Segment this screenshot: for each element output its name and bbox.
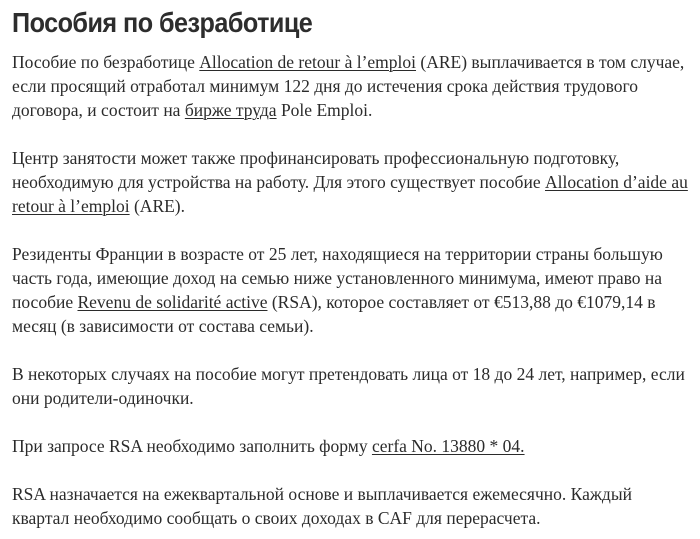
paragraph-text: Пособие по безработице bbox=[12, 52, 200, 72]
paragraph-rsa bbox=[12, 242, 692, 338]
link-allocation-aide-retour-emploi[interactable]: Allocation d’aide au retour à l’emploi bbox=[12, 172, 688, 216]
paragraph-text: Резиденты Франции в возрасте от 25 лет, находящиеся на территории страны большую часть года, имеющие доход на семью ниже установленного минимума, имеют право на пособие bbox=[12, 244, 663, 312]
paragraph-text: Центр занятости может также профинансировать профессиональную подготовку, необходимую для устройства на работу. Для этого существует пособие bbox=[12, 148, 620, 192]
link-cerfa-form[interactable]: cerfa No. 13880 * 04. bbox=[371, 436, 525, 456]
paragraph-rsa-form bbox=[12, 434, 525, 458]
paragraph-text: (ARE). bbox=[129, 196, 186, 216]
paragraph-training-allowance bbox=[12, 146, 692, 218]
paragraph-young-applicants bbox=[12, 362, 692, 410]
paragraph-text: RSA назначается на ежеквартальной основе и выплачивается ежемесячно. Каждый квартал необходимо сообщать о своих доходах в CAF для перерасчета. bbox=[12, 484, 632, 528]
page-title: Пособия по безработице bbox=[12, 7, 313, 38]
paragraph-text: Pole Emploi. bbox=[276, 100, 373, 120]
paragraph-text: При запросе RSA необходимо заполнить форму bbox=[12, 436, 372, 456]
article-content bbox=[12, 0, 692, 528]
paragraph-rsa-quarterly bbox=[12, 482, 692, 530]
paragraph-text: (RSA), которое составляет от €513,88 до €1079,14 в месяц (в зависимости от состава семьи). bbox=[12, 292, 656, 336]
link-allocation-retour-emploi[interactable]: Allocation de retour à l’emploi bbox=[199, 52, 417, 72]
paragraph-text: (ARE) выплачивается в том случае, если просящий отработал минимум 122 дня до истечения срока действия трудового договора, и состоит на bbox=[12, 52, 685, 120]
paragraph-are-allowance bbox=[12, 50, 692, 122]
paragraph-text: В некоторых случаях на пособие могут претендовать лица от 18 до 24 лет, например, если они родители-одиночки. bbox=[12, 364, 685, 408]
link-revenu-solidarite-active[interactable]: Revenu de solidarité active bbox=[77, 292, 268, 312]
link-birzha-truda[interactable]: бирже труда bbox=[184, 100, 277, 120]
